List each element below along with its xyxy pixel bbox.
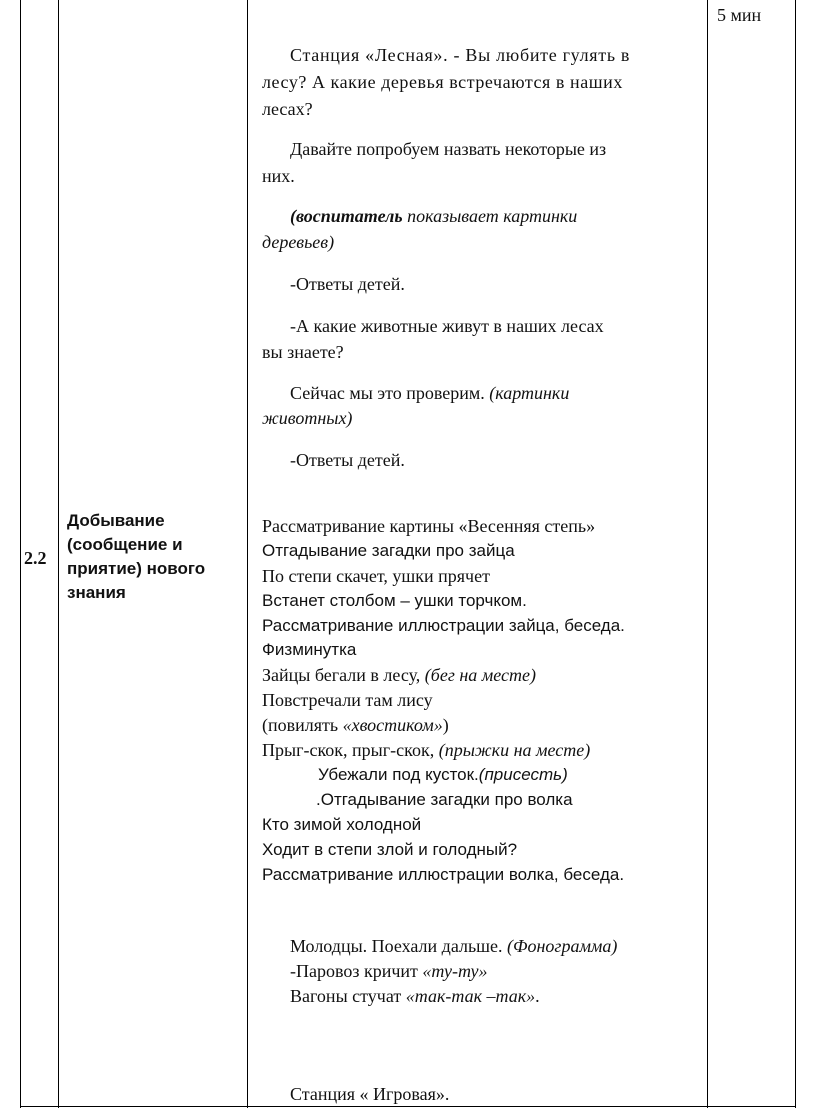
hares-ran-text: Зайцы бегали в лесу, xyxy=(262,665,425,685)
line-wolf-riddle: .Отгадывание загадки про волка xyxy=(316,790,573,809)
p7-answers: -Ответы детей. xyxy=(290,450,405,470)
stage-title-line-4: знания xyxy=(67,583,126,602)
hop-hop-text: Прыг-скок, прыг-скок, xyxy=(262,740,439,760)
row-number: 2.2 xyxy=(24,548,47,568)
p6-line-1 xyxy=(290,382,569,404)
line-wolf-riddle-1: Кто зимой холодной xyxy=(262,815,422,834)
hares-ran-action: (бег на месте) xyxy=(424,665,536,685)
p6-italic: (картинки xyxy=(489,383,570,403)
locomotive-text: -Паровоз кричит xyxy=(290,961,423,981)
table-border-col1 xyxy=(58,0,59,1108)
stage-title-line-2: (сообщение и xyxy=(67,535,183,554)
wagons-sound: «так-так –так» xyxy=(405,986,536,1006)
line-hare-riddle-2: Встанет столбом – ушки торчком. xyxy=(262,591,527,610)
hop-hop-action: (прыжки на месте) xyxy=(438,740,591,760)
line-wag-tail xyxy=(262,714,449,736)
line-wolf-illustration: Рассматривание иллюстрации волка, беседа. xyxy=(262,865,625,884)
p2-line-1: Давайте попробуем назвать некоторые из xyxy=(290,139,607,159)
p2-line-2: них. xyxy=(262,166,295,186)
line-ran-under-bush xyxy=(318,764,568,786)
p1-line-1: Станция «Лесная». - Вы любите гулять в xyxy=(290,45,631,65)
wag-tail-word: «хвостиком» xyxy=(342,715,443,735)
well-done-text: Молодцы. Поехали дальше. xyxy=(290,936,508,956)
wag-tail-close: ) xyxy=(442,715,449,735)
line-physical-minute: Физминутка xyxy=(262,640,357,659)
line-locomotive xyxy=(290,960,487,982)
line-hare-illustration: Рассматривание иллюстрации зайца, беседа. xyxy=(262,616,625,635)
p3-italic-rest: показывает картинки xyxy=(402,206,578,226)
p3-emphasis: (воспитатель xyxy=(290,206,403,226)
line-well-done xyxy=(290,935,617,957)
p5-line-2: вы знаете? xyxy=(262,342,344,362)
line-wagons xyxy=(290,985,540,1007)
p1-line-3: лесах? xyxy=(262,99,313,119)
line-hare-riddle-1: По степи скачет, ушки прячет xyxy=(262,566,490,586)
ran-under-bush-text: Убежали под кусток. xyxy=(318,765,479,784)
well-done-audio: (Фонограмма) xyxy=(507,936,618,956)
p6-line-2: животных) xyxy=(262,408,353,428)
line-hop-hop xyxy=(262,739,590,761)
table-border-right xyxy=(795,0,796,1108)
table-border-col2 xyxy=(247,0,248,1108)
table-border-col3 xyxy=(707,0,708,1108)
line-hare-riddle: Отгадывание загадки про зайца xyxy=(262,541,515,560)
line-hares-ran xyxy=(262,664,536,686)
stage-title-line-3: приятие) нового xyxy=(67,559,206,578)
ran-under-bush-action: (присесть) xyxy=(478,765,568,784)
p6-text: Сейчас мы это проверим. xyxy=(290,383,490,403)
table-border-left xyxy=(20,0,21,1108)
line-steppe-picture: Рассматривание картины «Весенняя степь» xyxy=(262,516,596,536)
locomotive-sound: «ту-ту» xyxy=(422,961,488,981)
line-wolf-riddle-2: Ходит в степи злой и голодный? xyxy=(262,840,518,859)
duration: 5 мин xyxy=(717,5,762,25)
line-game-station: Станция « Игровая». xyxy=(290,1084,450,1104)
table-border-bottom xyxy=(20,1106,796,1107)
wag-tail-open: (повилять xyxy=(262,715,343,735)
p3-line-1 xyxy=(290,205,577,227)
wagons-end: . xyxy=(535,986,540,1006)
p3-line-2: деревьев) xyxy=(262,232,335,252)
p5-line-1: -А какие животные живут в наших лесах xyxy=(290,316,604,336)
line-met-fox: Повстречали там лису xyxy=(262,690,433,710)
p4-answers: -Ответы детей. xyxy=(290,274,405,294)
p1-line-2: лесу? А какие деревья встречаются в наших xyxy=(262,72,623,92)
stage-title-line-1: Добывание xyxy=(67,511,165,530)
wagons-text: Вагоны стучат xyxy=(290,986,406,1006)
